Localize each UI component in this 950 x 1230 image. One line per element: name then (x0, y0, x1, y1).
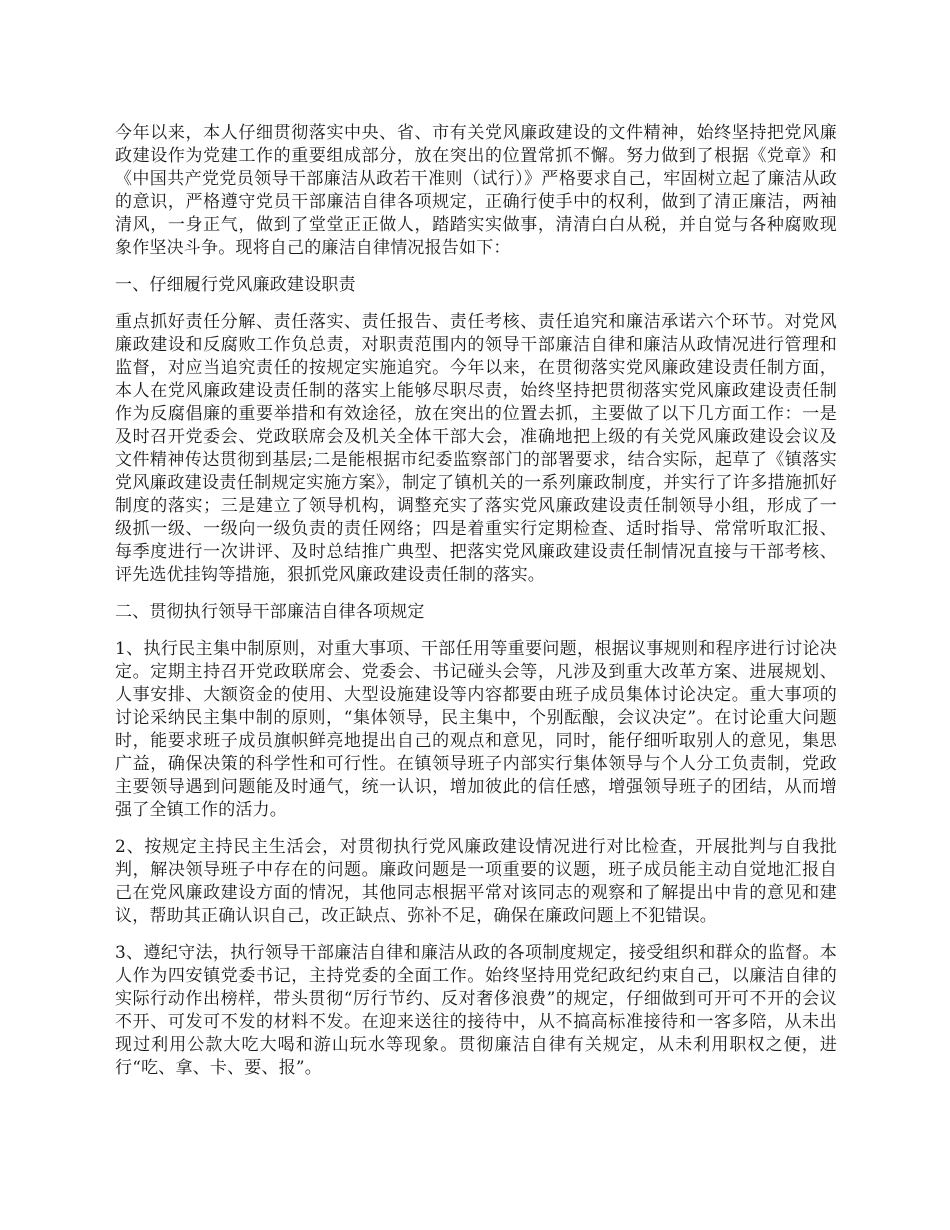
item-2-paragraph: 2、按规定主持民主生活会，对贯彻执行党风廉政建设情况进行对比检查，开展批判与自我批判，解决领导班子中存在的问题。廉政问题是一项重要的议题，班子成员能主动自觉地汇报自己在党风廉政建设方面的情况，其他同志根据平常对该同志的观察和了解提出中肯的意见和建议，帮助其正确认识自己，改正缺点、弥补不足，确保在廉政问题上不犯错误。 (115, 837, 837, 926)
document-page (115, 122, 837, 1094)
item-3-paragraph: 3、遵纪守法，执行领导干部廉洁自律和廉洁从政的各项制度规定，接受组织和群众的监督。本人作为四安镇党委书记，主持党委的全面工作。始终坚持用党纪政纪约束自己，以廉洁自律的实际行动作出榜样，带头贯彻“厉行节约、反对奢侈浪费”的规定，仔细做到可开可不开的会议不开、可发可不发的材料不发。在迎来送往的接待中，从不搞高标准接待和一客多陪，从未出现过利用公款大吃大喝和游山玩水等现象。贯彻廉洁自律有关规定，从未利用职权之便，进行“吃、拿、卡、要、报”。 (115, 943, 837, 1078)
section-1-paragraph: 重点抓好责任分解、责任落实、责任报告、责任考核、责任追究和廉洁承诺六个环节。对党风廉政建设和反腐败工作负总责，对职责范围内的领导干部廉洁自律和廉洁从政情况进行管理和监督，对应当追究责任的按规定实施追究。今年以来，在贯彻落实党风廉政建设责任制方面，本人在党风廉政建设责任制的落实上能够尽职尽责，始终坚持把贯彻落实党风廉政建设责任制作为反腐倡廉的重要举措和有效途径，放在突出的位置去抓，主要做了以下几方面工作：一是及时召开党委会、党政联席会及机关全体干部大会，准确地把上级的有关党风廉政建设会议及文件精神传达贯彻到基层;二是能根据市纪委监察部门的部署要求，结合实际，起草了《镇落实党风廉政建设责任制规定实施方案》，制定了镇机关的一系列廉政制度，并实行了许多措施抓好制度的落实；三是建立了领导机构，调整充实了落实党风廉政建设责任制领导小组，形成了一级抓一级、一级向一级负责的责任网络；四是着重实行定期检查、适时指导、常常听取汇报、每季度进行一次讲评、及时总结推广典型、把落实党风廉政建设责任制情况直接与干部考核、评先选优挂钩等措施，狠抓党风廉政建设责任制的落实。 (115, 312, 837, 585)
item-1-paragraph: 1、执行民主集中制原则，对重大事项、干部任用等重要问题，根据议事规则和程序进行讨论决定。定期主持召开党政联席会、党委会、书记碰头会等，凡涉及到重大改革方案、进展规划、人事安排、大额资金的使用、大型设施建设等内容都要由班子成员集体讨论决定。重大事项的讨论采纳民主集中制的原则，“集体领导，民主集中，个别酝酿，会议决定”。在讨论重大问题时，能要求班子成员旗帜鲜亮地提出自己的观点和意见，同时，能仔细听取别人的意见，集思广益，确保决策的科学性和可行性。在镇领导班子内部实行集体领导与个人分工负责制，党政主要领导遇到问题能及时通气，统一认识，增加彼此的信任感，增强领导班子的团结，从而增强了全镇工作的活力。 (115, 639, 837, 820)
section-2-heading: 二、贯彻执行领导干部廉洁自律各项规定 (115, 602, 425, 622)
section-1-heading: 一、仔细履行党风廉政建设职责 (115, 275, 356, 295)
intro-paragraph: 今年以来，本人仔细贯彻落实中央、省、市有关党风廉政建设的文件精神，始终坚持把党风廉政建设作为党建工作的重要组成部分，放在突出的位置常抓不懈。努力做到了根据《党章》和《中国共产党党员领导干部廉洁从政若干准则（试行）》严格要求自己，牢固树立起了廉洁从政的意识，严格遵守党员干部廉洁自律各项规定，正确行使手中的权利，做到了清正廉洁，两袖清风，一身正气，做到了堂堂正正做人，踏踏实实做事，清清白白从税，并自觉与各种腐败现象作坚决斗争。现将自己的廉洁自律情况报告如下： (115, 123, 837, 258)
